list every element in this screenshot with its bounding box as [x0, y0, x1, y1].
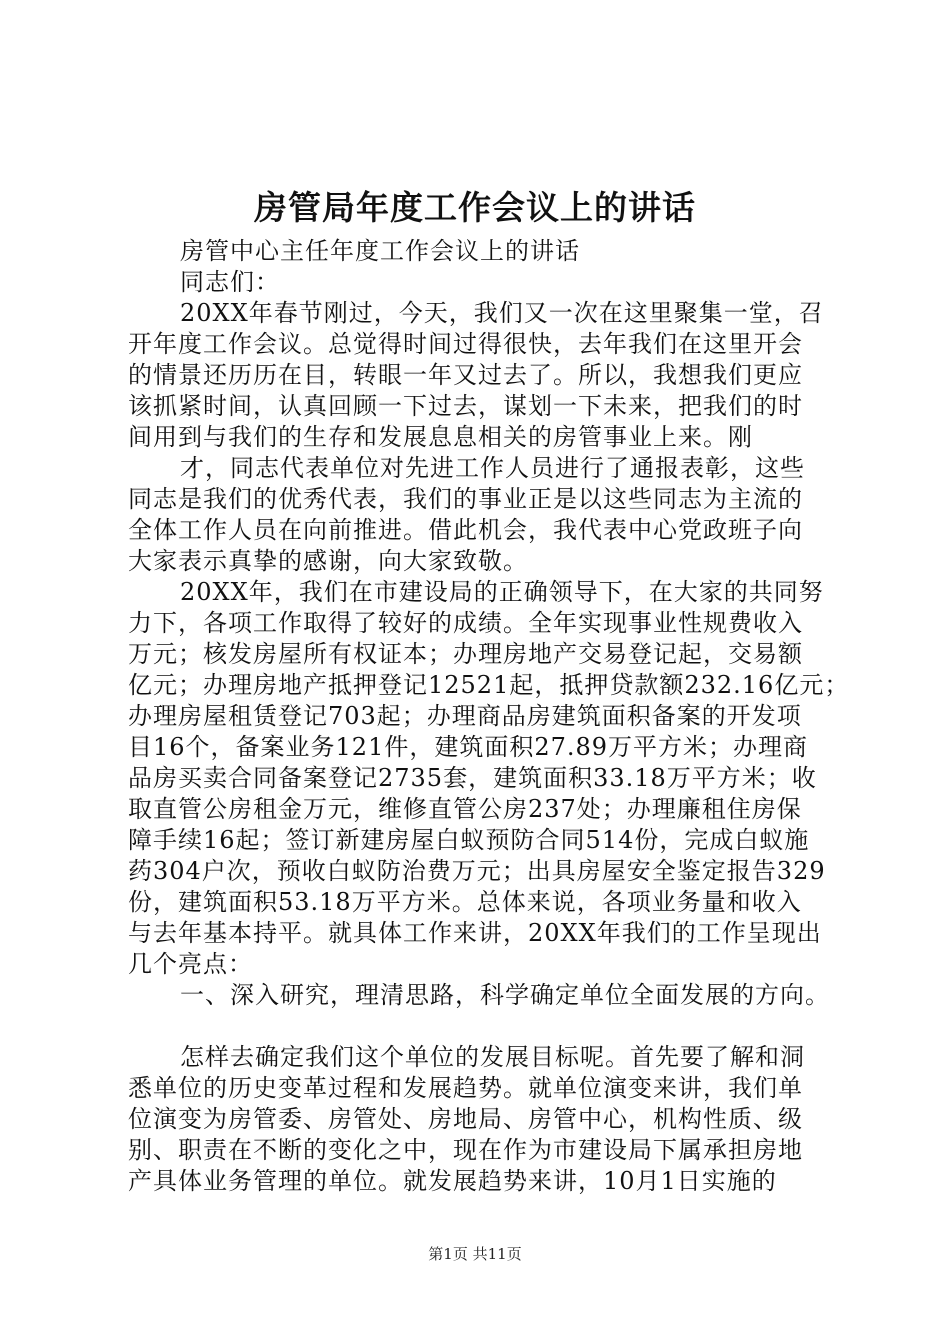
body-line: 的情景还历历在目，转眼一年又过去了。所以，我想我们更应	[128, 361, 803, 389]
document-title: 房管局年度工作会议上的讲话	[254, 188, 696, 227]
body-line: 与去年基本持平。就具体工作来讲，20XX年我们的工作呈现出	[128, 919, 822, 947]
body-line: 全体工作人员在向前推进。借此机会，我代表中心党政班子向	[128, 516, 803, 544]
body-line: 药304户次，预收白蚁防治费万元；出具房屋安全鉴定报告329	[128, 857, 826, 885]
body-line: 几个亮点：	[128, 950, 253, 978]
body-line: 产具体业务管理的单位。就发展趋势来讲，10月1日实施的	[128, 1167, 777, 1195]
body-line: 间用到与我们的生存和发展息息相关的房管事业上来。刚	[128, 423, 753, 451]
body-line: 怎样去确定我们这个单位的发展目标呢。首先要了解和洞	[180, 1043, 805, 1071]
body-line: 才，同志代表单位对先进工作人员进行了通报表彰，这些	[180, 454, 805, 482]
body-line: 份，建筑面积53.18万平方米。总体来说，各项业务量和收入	[128, 888, 802, 916]
body-line: 该抓紧时间，认真回顾一下过去，谋划一下未来，把我们的时	[128, 392, 803, 420]
body-line: 目16个，备案业务121件，建筑面积27.89万平方米；办理商	[128, 733, 809, 761]
body-line: 同志们：	[180, 268, 280, 296]
body-line: 一、深入研究，理清思路，科学确定单位全面发展的方向。	[180, 981, 830, 1009]
body-line: 别、职责在不断的变化之中，现在作为市建设局下属承担房地	[128, 1136, 803, 1164]
body-line: 20XX年，我们在市建设局的正确领导下，在大家的共同努	[180, 578, 824, 606]
body-line: 力下，各项工作取得了较好的成绩。全年实现事业性规费收入	[128, 609, 803, 637]
body-line: 开年度工作会议。总觉得时间过得很快，去年我们在这里开会	[128, 330, 803, 358]
body-line: 同志是我们的优秀代表，我们的事业正是以这些同志为主流的	[128, 485, 803, 513]
body-line: 亿元；办理房地产抵押登记12521起，抵押贷款额232.16亿元；	[128, 671, 850, 699]
body-line: 障手续16起；签订新建房屋白蚁预防合同514份，完成白蚁施	[128, 826, 810, 854]
page-footer: 第1页 共11页	[428, 1245, 522, 1263]
document-body	[128, 236, 850, 1197]
body-line: 办理房屋租赁登记703起；办理商品房建筑面积备案的开发项	[128, 702, 802, 730]
body-line: 品房买卖合同备案登记2735套，建筑面积33.18万平方米；收	[128, 764, 817, 792]
body-line: 大家表示真挚的感谢，向大家致敬。	[128, 547, 528, 575]
body-line: 取直管公房租金万元，维修直管公房237处；办理廉租住房保	[128, 795, 802, 823]
body-line: 20XX年春节刚过，今天，我们又一次在这里聚集一堂，召	[180, 299, 824, 327]
body-line: 悉单位的历史变革过程和发展趋势。就单位演变来讲，我们单	[128, 1074, 803, 1102]
body-line: 位演变为房管委、房管处、房地局、房管中心，机构性质、级	[128, 1105, 803, 1133]
blank-line	[128, 1011, 828, 1042]
body-line: 房管中心主任年度工作会议上的讲话	[180, 237, 580, 265]
body-line: 万元；核发房屋所有权证本；办理房地产交易登记起，交易额	[128, 640, 803, 668]
